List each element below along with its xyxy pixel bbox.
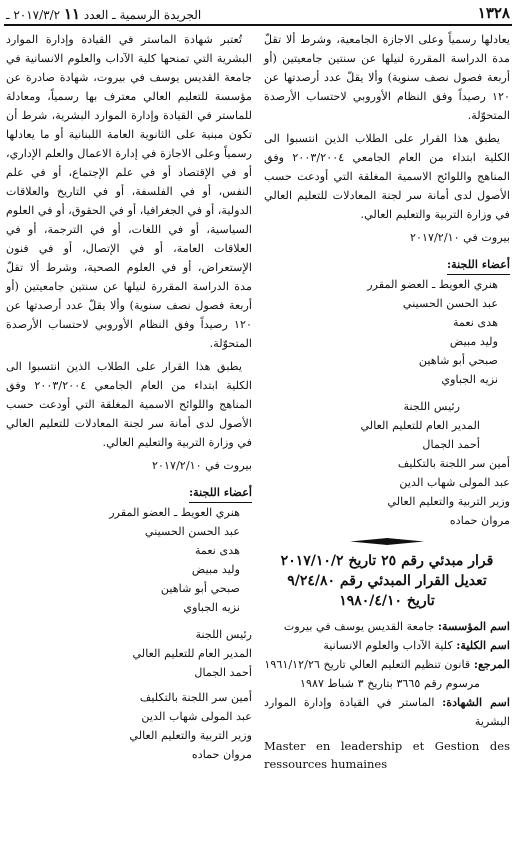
issue-number: ١١ (63, 5, 81, 23)
member-name: هدى نعمة (194, 544, 240, 557)
member-name: عبد الحسن الحسيني (144, 525, 240, 538)
sig-line: مروان حماده (191, 748, 252, 761)
field-institution: اسم المؤسسة: جامعة القديس يوسف في بيروت (283, 619, 510, 633)
diamond-ornament-icon (350, 538, 424, 545)
date-line: بيروت في ٢٠١٧/٢/١٠ (410, 231, 510, 244)
sig-line: المدير العام للتعليم العالي (360, 419, 480, 432)
sig-line: مروان حماده (449, 514, 510, 527)
sig-line: وزير التربية والتعليم العالي (387, 495, 510, 508)
field-faculty: اسم الكلية: كلية الآداب والعلوم الانسانية (323, 638, 510, 652)
sig-line: أمين سر اللجنة بالتكليف (139, 691, 252, 704)
field-reference: المرجع: قانون تنظيم التعليم العالي تاريخ ١٩٦١/١٢/٢٦ (264, 657, 510, 671)
members-title: أعضاء اللجنة: (447, 255, 510, 275)
decree-date: تاريخ ١٩٨٠/٤/١٠ (339, 593, 435, 609)
decree-heading (264, 551, 510, 611)
degree-latin-name: Master en leadership et Gestion des ressources humaines (264, 739, 510, 771)
members-list (264, 275, 510, 389)
member-name: وليد مبيض (191, 563, 240, 576)
decree-fields (264, 617, 510, 731)
sig-line: عبد المولى شهاب الدين (141, 710, 252, 723)
sig-line: وزير التربية والتعليم العالي (129, 729, 252, 742)
member-name: عبد الحسن الحسيني (402, 297, 498, 310)
equivalence-paragraph: تُعتبر شهادة الماستر في القيادة وإدارة الموارد البشرية التي تمنحها كلية الآداب والعلوم الانسانية في جامعة القديس يوسف في بيروت، شهادة صادرة عن مؤسسة للتعليم العالي معترف بها رسمياً، ومعادلة للماستر في القيادة وإدارة الموارد البشرية، شرط أن تكون مبنية على الثانوية العامة اللبنانية أو ما يعادلها رسمياً وعلى الاجازة في إدارة الاعمال والعلم الإداري، أو في الإقتصاد أو في علم الإجتماع، أو في علم النفس، أو في الفلسفة، أو في التاريخ والعلاقات الدولية، أو في الجغرافيا، أو في الحقوق، أو في العلوم السياسية، أو في اللغات، أو في الترجمة، أو في العلاقات العامة، أو في الإتصال، أو في فنون الإستعراض، أو في العلوم الصحية، وشرط ألا تقلّ مدة الدراسة المقررة لنيلها عن سنتين جامعيتين (أو أربعة فصول نصف سنوية) وألا يقلّ عدد أرصدتها عن ١٢٠ رصيداً وفق النظام الأوروبي لاحتساب الأرصدة المتحوّلة. (6, 33, 252, 350)
member-name: نزيه الجباوي (441, 373, 498, 386)
page-number: ١٣٢٨ (477, 4, 510, 22)
application-paragraph: يطبق هذا القرار على الطلاب الذين انتسبوا الى الكلية ابتداء من العام الجامعي ٢٠٠٣/٢٠٠٤ وفق المناهج واللوائح الاسمية المغلقة التي أودعت حسب الأصول لدى أمانة سر لجنة المعادلات للتعليم العالي في وزارة التربية والتعليم العالي. (6, 360, 252, 449)
sig-line: المدير العام للتعليم العالي (132, 647, 252, 660)
signatures (264, 397, 510, 530)
members-title: أعضاء اللجنة: (189, 483, 252, 503)
right-column (264, 30, 510, 773)
field-decree: مرسوم رقم ٣٦٦٥ بتاريخ ٣ شباط ١٩٨٧ (299, 677, 480, 690)
member-name: هنري العويط ـ العضو المقرر (367, 278, 498, 291)
member-name: هنري العويط ـ العضو المقرر (109, 506, 240, 519)
left-column (6, 30, 252, 764)
member-name: نزيه الجباوي (183, 601, 240, 614)
member-name: هدى نعمة (452, 316, 498, 329)
member-name: صبحي أبو شاهين (418, 354, 498, 367)
journal-name: الجريدة الرسمية ـ العدد (83, 8, 202, 22)
decree-number: قرار مبدئي رقم ٢٥ تاريخ ٢٠١٧/١٠/٢ (280, 553, 494, 569)
journal-title (6, 5, 201, 23)
continued-paragraph: يعادلها رسمياً وعلى الاجازة الجامعية، وشرط ألا تقلّ مدة الدراسة المقررة لنيلها عن سنتين جامعيتين (أو أربعة فصول نصف سنوية) وألا يقلّ عدد أرصدتها عن ١٢٠ رصيداً وفق النظام الأوروبي لاحتساب الأرصدة المتحوّلة. (264, 33, 510, 122)
page-header (4, 2, 512, 26)
sig-line: أمين سر اللجنة بالتكليف (397, 457, 510, 470)
members-list (6, 503, 252, 617)
issue-date: ٢٠١٧/٣/٢ ـ (6, 8, 61, 22)
member-name: وليد مبيض (449, 335, 498, 348)
section-divider (264, 538, 510, 545)
signatures (6, 625, 252, 764)
sig-line: رئيس اللجنة (195, 628, 252, 641)
sig-line: رئيس اللجنة (403, 400, 460, 413)
sig-line: أحمد الجمال (194, 666, 252, 679)
sig-line: أحمد الجمال (422, 438, 480, 451)
member-name: صبحي أبو شاهين (160, 582, 240, 595)
decree-amendment: تعديل القرار المبدئي رقم ٩/٢٤/٨٠ (287, 573, 487, 589)
date-line: بيروت في ٢٠١٧/٢/١٠ (152, 459, 252, 472)
field-degree: اسم الشهادة: الماستر في القيادة وإدارة الموارد البشرية (264, 695, 511, 728)
sig-line: عبد المولى شهاب الدين (399, 476, 510, 489)
application-paragraph: يطبق هذا القرار على الطلاب الذين انتسبوا الى الكلية ابتداء من العام الجامعي ٢٠٠٣/٢٠٠٤ وفق المناهج واللوائح الاسمية المغلقة التي أودعت حسب الأصول لدى أمانة سر لجنة المعادلات للتعليم العالي في وزارة التربية والتعليم العالي. (264, 132, 510, 221)
